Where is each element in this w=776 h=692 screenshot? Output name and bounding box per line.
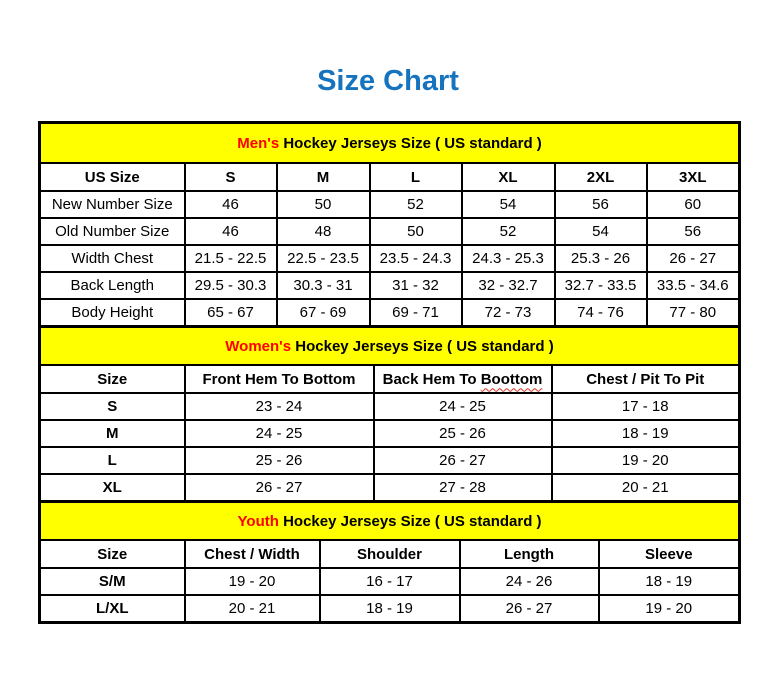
youth-banner-row [40,502,740,541]
womens-banner-row [40,327,740,366]
mens-col-header-l: L [370,163,462,191]
youth-banner-highlight: Youth [237,512,279,530]
cell: 26 - 27 [374,447,552,474]
youth-size-table [38,500,741,624]
row-label: Width Chest [40,245,185,272]
cell: 46 [185,191,277,218]
cell: 77 - 80 [647,299,740,327]
mens-banner-text: Hockey Jerseys Size ( US standard ) [283,134,542,152]
table-row [40,245,740,272]
table-row [40,595,740,623]
table-row [40,299,740,327]
cell: 23.5 - 24.3 [370,245,462,272]
cell: 24.3 - 25.3 [462,245,555,272]
cell: 25 - 26 [374,420,552,447]
cell: 19 - 20 [599,595,740,623]
cell: 54 [462,191,555,218]
womens-size-table [38,325,741,503]
cell: 27 - 28 [374,474,552,502]
youth-col-header-size: Size [40,540,185,568]
mens-col-header-us-size: US Size [40,163,185,191]
cell: 24 - 26 [460,568,599,595]
table-row [40,272,740,299]
back-hem-prefix: Back Hem To [382,370,477,388]
cell: 33.5 - 34.6 [647,272,740,299]
mens-banner-row [40,123,740,164]
youth-header-row [40,540,740,568]
cell: 24 - 25 [374,393,552,420]
womens-banner-highlight: Women's [225,337,292,355]
cell: 56 [555,191,647,218]
mens-size-table [38,121,741,328]
cell: 26 - 27 [647,245,740,272]
womens-banner-text: Hockey Jerseys Size ( US standard ) [295,337,554,355]
cell: 69 - 71 [370,299,462,327]
row-label: Body Height [40,299,185,327]
back-hem-misspelled-word: Boottom [480,370,543,388]
youth-banner-text: Hockey Jerseys Size ( US standard ) [283,512,542,530]
cell: 18 - 19 [552,420,740,447]
cell: 52 [370,191,462,218]
cell: 19 - 20 [185,568,320,595]
cell: 22.5 - 23.5 [277,245,370,272]
cell: 19 - 20 [552,447,740,474]
cell: 26 - 27 [185,474,374,502]
page-title: Size Chart [317,65,459,97]
cell: 72 - 73 [462,299,555,327]
mens-banner-highlight: Men's [237,134,280,152]
cell: 23 - 24 [185,393,374,420]
cell: 50 [277,191,370,218]
mens-col-header-m: M [277,163,370,191]
row-label: New Number Size [40,191,185,218]
cell: 74 - 76 [555,299,647,327]
row-label: S [40,393,185,420]
womens-table-banner [40,327,740,366]
cell: 46 [185,218,277,245]
row-label: Old Number Size [40,218,185,245]
cell: 48 [277,218,370,245]
womens-col-header-size: Size [40,365,185,393]
cell: 67 - 69 [277,299,370,327]
cell: 32 - 32.7 [462,272,555,299]
cell: 52 [462,218,555,245]
row-label: M [40,420,185,447]
cell: 32.7 - 33.5 [555,272,647,299]
youth-col-header-sleeve: Sleeve [599,540,740,568]
cell: 17 - 18 [552,393,740,420]
row-label: Back Length [40,272,185,299]
womens-header-row [40,365,740,393]
youth-col-header-length: Length [460,540,599,568]
row-label: L/XL [40,595,185,623]
womens-col-header-chest: Chest / Pit To Pit [552,365,740,393]
mens-col-header-s: S [185,163,277,191]
cell: 29.5 - 30.3 [185,272,277,299]
youth-col-header-chest-width: Chest / Width [185,540,320,568]
cell: 26 - 27 [460,595,599,623]
cell: 25.3 - 26 [555,245,647,272]
mens-col-header-2xl: 2XL [555,163,647,191]
cell: 18 - 19 [320,595,460,623]
table-row [40,191,740,218]
cell: 25 - 26 [185,447,374,474]
cell: 50 [370,218,462,245]
table-row [40,393,740,420]
cell: 31 - 32 [370,272,462,299]
row-label: L [40,447,185,474]
mens-table-banner [40,123,740,164]
youth-table-banner [40,502,740,541]
cell: 21.5 - 22.5 [185,245,277,272]
cell: 20 - 21 [185,595,320,623]
cell: 54 [555,218,647,245]
table-row [40,568,740,595]
cell: 56 [647,218,740,245]
mens-header-row [40,163,740,191]
cell: 60 [647,191,740,218]
table-row [40,218,740,245]
mens-col-header-xl: XL [462,163,555,191]
row-label: S/M [40,568,185,595]
cell: 16 - 17 [320,568,460,595]
mens-col-header-3xl: 3XL [647,163,740,191]
cell: 18 - 19 [599,568,740,595]
womens-col-header-front-hem: Front Hem To Bottom [185,365,374,393]
table-row [40,420,740,447]
cell: 30.3 - 31 [277,272,370,299]
cell: 20 - 21 [552,474,740,502]
size-chart-tables [38,121,738,624]
table-row [40,447,740,474]
table-row [40,474,740,502]
cell: 24 - 25 [185,420,374,447]
youth-col-header-shoulder: Shoulder [320,540,460,568]
cell: 65 - 67 [185,299,277,327]
row-label: XL [40,474,185,502]
womens-col-header-back-hem [374,365,552,393]
